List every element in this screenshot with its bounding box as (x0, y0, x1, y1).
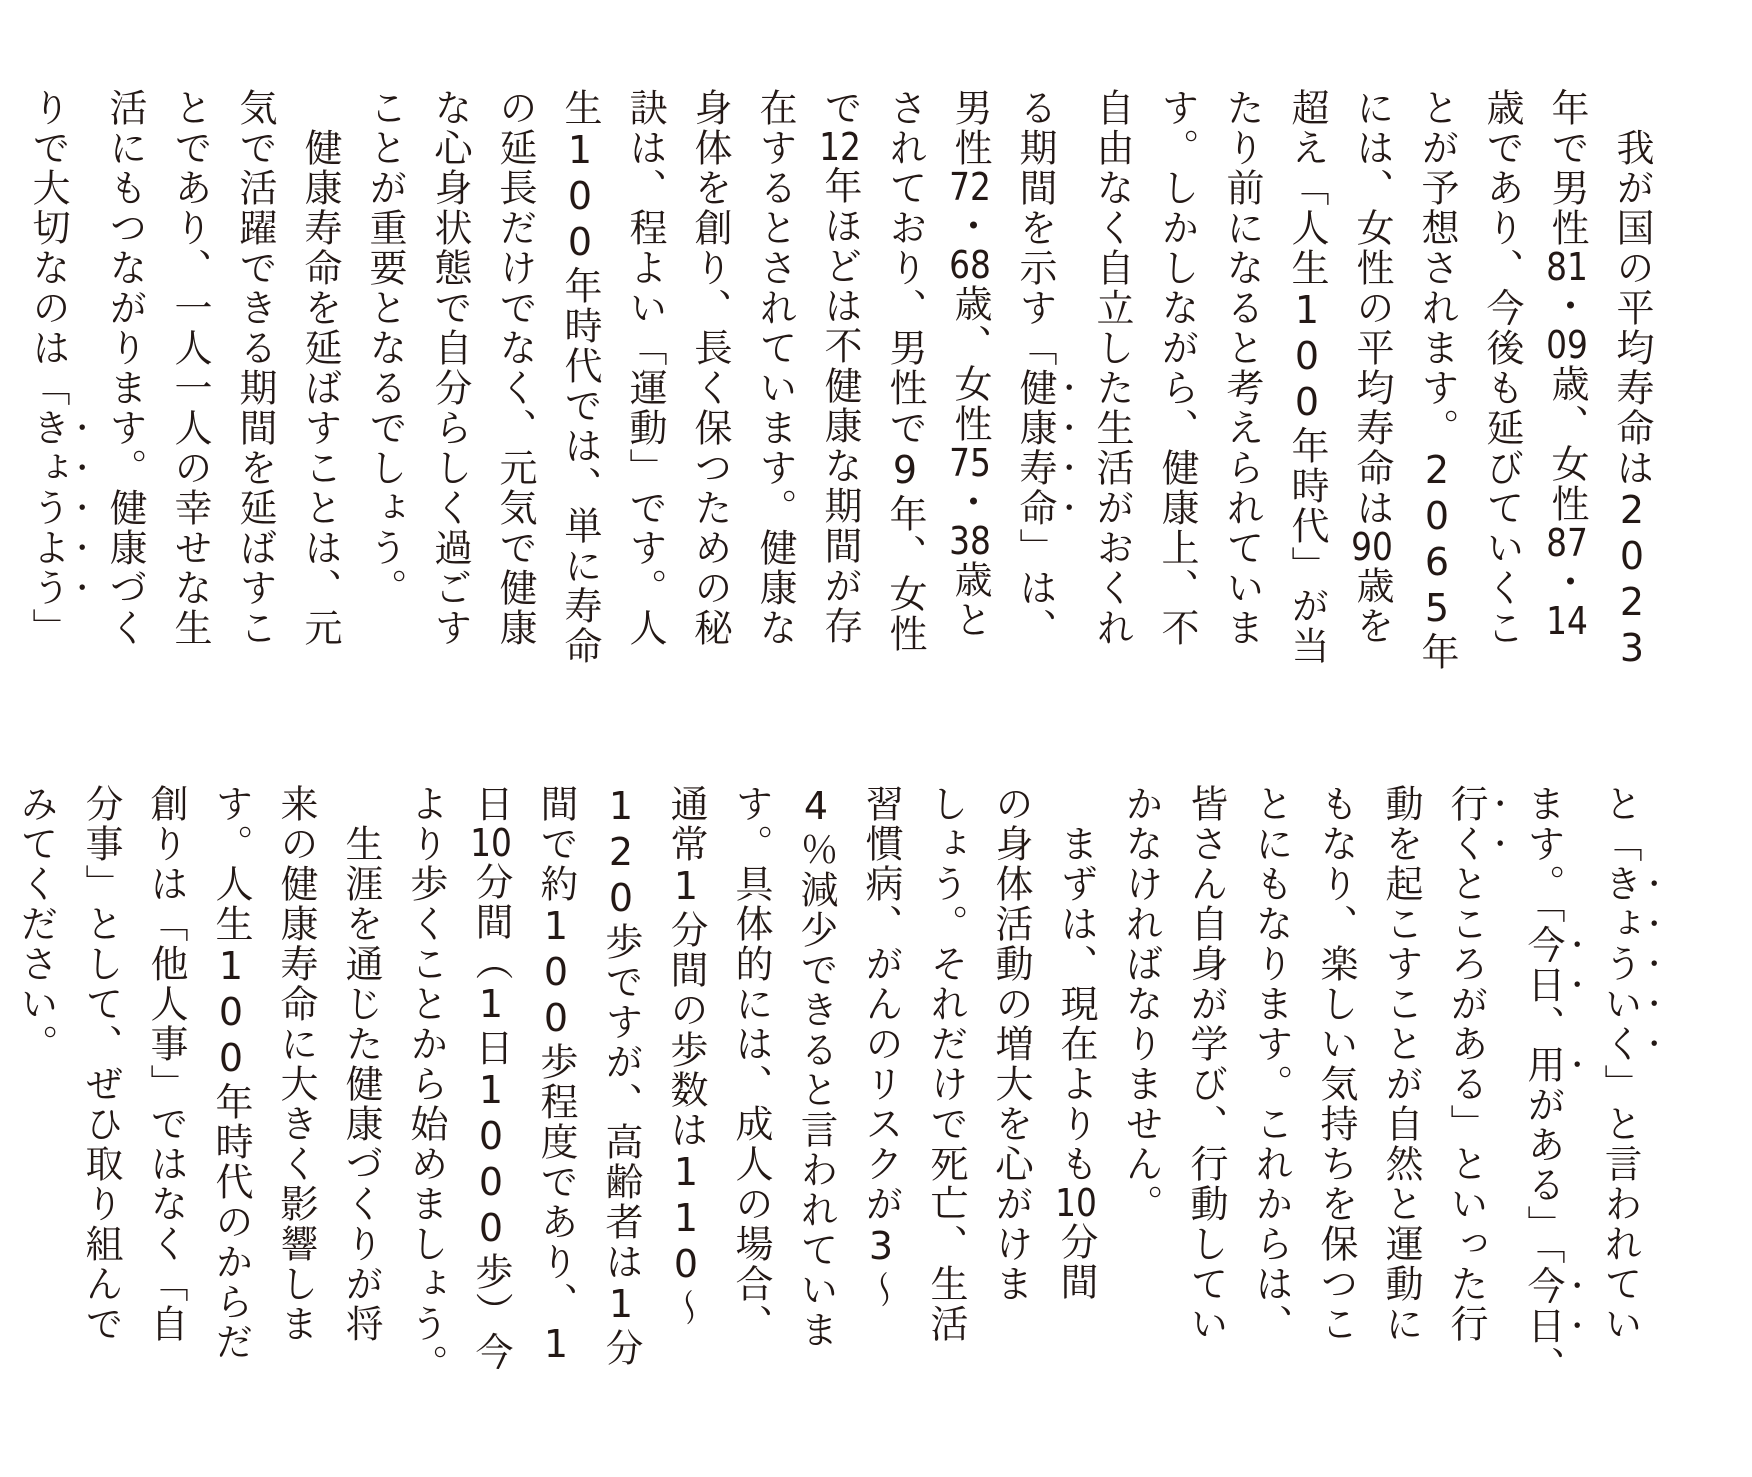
text-run: 分間 (1054, 1222, 1098, 1302)
text-run: 来の健康寿命に大きく影響しま (274, 784, 318, 1344)
text-run: とであり、一人一人の幸せな生 (168, 88, 212, 648)
text-run: 歳、女性 (1545, 364, 1589, 524)
text-column (623, 88, 667, 648)
text-run: がある」「 (1521, 1085, 1565, 1266)
text-run: かなければなりません。 (1119, 784, 1163, 1224)
text-run: 分事」として、ぜひ取り組んで (79, 784, 123, 1344)
text-run: で (818, 88, 862, 128)
text-run: 自由なく自立した生活がおくれ (1090, 88, 1134, 648)
text-column (753, 88, 797, 648)
text-run: 歩）今 (469, 1252, 513, 1372)
text-run: 日 (469, 784, 513, 824)
text-run: ・ (1545, 286, 1589, 326)
upright-number: 9 (883, 448, 927, 494)
text-run: ます。「 (1521, 784, 1565, 925)
text-column (1119, 784, 1163, 1224)
text-run: とが予想されます。 (1415, 88, 1459, 448)
text-column (688, 88, 732, 648)
text-run: 分間の歩数は (664, 910, 708, 1150)
text-run: ことが重要となるでしょう。 (363, 88, 407, 608)
upright-number: 1 (599, 1282, 643, 1328)
text-run: す。具体的には、成人の場合、 (729, 784, 773, 1344)
text-column (1249, 784, 1293, 1344)
text-run: りで大切なのは「 (26, 88, 70, 408)
text-run: より歩くことから始めましょう。 (404, 784, 448, 1384)
text-column (469, 784, 513, 1372)
text-run: ・ (948, 206, 992, 246)
text-run: 皆さん自身が学び、行動してい (1184, 784, 1228, 1344)
text-column (363, 88, 407, 608)
text-column (1521, 784, 1565, 1386)
text-column (1415, 88, 1459, 672)
text-column (924, 784, 968, 1344)
text-column (209, 784, 253, 1362)
upright-number: 3 (859, 1224, 903, 1270)
text-run: 間で約 (534, 784, 578, 904)
text-run: 活にもつながります。健康づく (103, 88, 147, 648)
text-run: 創りは「他人事」ではなく「自 (144, 784, 188, 1344)
text-column (989, 784, 1033, 1304)
text-run: 年 (1415, 632, 1459, 672)
emphasized-text: 今日 (1521, 925, 1565, 1005)
text-run: 訣は、程よい「運動」です。人 (623, 88, 667, 648)
tatechuyoko-number: 10 (470, 824, 512, 862)
emphasized-text: きょういく (1598, 864, 1642, 1064)
text-column (144, 784, 188, 1344)
text-run: 歳を (1350, 566, 1394, 646)
text-run: 年で男性 (1545, 88, 1589, 248)
text-run: まずは、現在よりも (1054, 784, 1098, 1184)
upright-number: 110 (664, 1150, 708, 1288)
text-column (883, 88, 927, 654)
tatechuyoko-number: 81 (1546, 248, 1588, 286)
text-run: 我が国の平均寿命は (1610, 88, 1654, 488)
text-run: ところがある」といった行 (1444, 864, 1488, 1344)
text-run: 年ほどは不健康な期間が存 (818, 166, 862, 646)
text-run: 動を起こすことが自然と運動に (1379, 784, 1423, 1344)
text-run: 生 (558, 88, 602, 128)
text-run: 歩程度であり、 (534, 1042, 578, 1322)
text-run: 生涯を通じた健康づくりが将 (339, 784, 383, 1344)
text-column (1184, 784, 1228, 1344)
upright-number: 100 (558, 128, 602, 266)
text-run: 分間（ (469, 862, 513, 982)
text-column (339, 784, 383, 1344)
text-run: 歳、女性 (948, 284, 992, 444)
text-run: 〜 (664, 1288, 708, 1328)
tatechuyoko-number: 12 (819, 128, 861, 166)
text-column (79, 784, 123, 1344)
text-column (948, 88, 992, 640)
text-column (428, 88, 472, 648)
upright-number: 120 (599, 784, 643, 922)
text-column (26, 88, 70, 648)
text-run: 超え「人生 (1285, 88, 1329, 288)
tatechuyoko-number: 75 (949, 444, 991, 482)
text-run: の延長だけでなく、元気で健康 (493, 88, 537, 648)
upright-number: 100 (534, 904, 578, 1042)
text-run: 、 (1521, 1346, 1565, 1386)
upright-number: 4 (794, 784, 838, 830)
text-column (493, 88, 537, 648)
text-column (1610, 88, 1654, 672)
text-run: 日 (469, 1028, 513, 1068)
text-column (1545, 88, 1589, 640)
emphasized-text: きょうよう (26, 408, 70, 608)
text-run: ・ (1545, 562, 1589, 602)
text-run: には、女性の平均寿命は (1350, 88, 1394, 528)
text-run: 習慣病、がんのリスクが (859, 784, 903, 1224)
tatechuyoko-number: 68 (949, 246, 991, 284)
text-run: ％減少できると言われていま (794, 830, 838, 1350)
upright-number: 1000 (469, 1068, 513, 1252)
emphasized-text: 行く (1444, 784, 1488, 864)
text-column (404, 784, 448, 1384)
upright-number: 1 (469, 982, 513, 1028)
emphasized-text: 今日 (1521, 1266, 1565, 1346)
upright-number: 100 (1285, 288, 1329, 426)
text-column (1480, 88, 1524, 648)
vertical-text-block-bottom (3, 784, 1664, 1449)
text-column (1054, 784, 1098, 1302)
tatechuyoko-number: 72 (949, 168, 991, 206)
text-run: 」と言われてい (1598, 1064, 1642, 1344)
tatechuyoko-number: 87 (1546, 524, 1588, 562)
upright-number: 1 (664, 864, 708, 910)
text-column (1350, 88, 1394, 646)
text-column (274, 784, 318, 1344)
text-column (1379, 784, 1423, 1344)
text-column (729, 784, 773, 1344)
text-run: 年、女性 (883, 494, 927, 654)
text-run: 分 (599, 1328, 643, 1368)
text-column (168, 88, 212, 648)
text-run: たり前になると考えられていま (1220, 88, 1264, 648)
emphasized-text: 健康寿命 (1013, 368, 1057, 528)
text-column (859, 784, 903, 1310)
tatechuyoko-number: 90 (1351, 528, 1393, 566)
text-column (103, 88, 147, 648)
text-column (599, 784, 643, 1368)
text-run: 歳と (948, 560, 992, 640)
text-column (534, 784, 578, 1368)
text-run: とにもなります。これからは、 (1249, 784, 1293, 1344)
text-run: 年時代のからだ (209, 1082, 253, 1362)
text-run: 年時代」が当 (1285, 426, 1329, 666)
text-run: と「 (1598, 784, 1642, 864)
text-run: もなり、楽しい気持ちを保つこ (1314, 784, 1358, 1344)
text-column (558, 88, 602, 666)
text-run: みてください。 (14, 784, 58, 1064)
text-column (1090, 88, 1134, 648)
tatechuyoko-number: 10 (1055, 1184, 1097, 1222)
text-column (233, 88, 277, 648)
text-run: しょう。それだけで死亡、生活 (924, 784, 968, 1344)
text-column (818, 88, 862, 646)
text-column (1444, 784, 1488, 1344)
text-run: 男性 (948, 88, 992, 168)
tatechuyoko-number: 14 (1546, 602, 1588, 640)
text-run: 歩ですが、高齢者は (599, 922, 643, 1282)
text-column (298, 88, 342, 648)
tatechuyoko-number: 09 (1546, 326, 1588, 364)
text-run: る期間を示す「 (1013, 88, 1057, 368)
text-run: 」 (26, 608, 70, 648)
text-column (1155, 88, 1199, 648)
text-run: 〜 (859, 1270, 903, 1310)
text-run: な心身状態で自分らしく過ごす (428, 88, 472, 648)
tatechuyoko-number: 38 (949, 522, 991, 560)
text-column (1013, 88, 1057, 648)
text-run: 年時代では、単に寿命 (558, 266, 602, 666)
text-column (794, 784, 838, 1350)
text-column (14, 784, 58, 1064)
upright-number: 100 (209, 944, 253, 1082)
upright-number: 1 (534, 1322, 578, 1368)
text-column (1220, 88, 1264, 648)
upright-number: 2023 (1610, 488, 1654, 672)
text-run: 」は、 (1013, 528, 1057, 648)
text-run: 歳であり、今後も延びていくこ (1480, 88, 1524, 648)
text-column (1314, 784, 1358, 1344)
text-run: 気で活躍できる期間を延ばすこ (233, 88, 277, 648)
upright-number: 2065 (1415, 448, 1459, 632)
emphasized-text: 用 (1521, 1045, 1565, 1085)
text-run: 通常 (664, 784, 708, 864)
text-run: 、 (1521, 1005, 1565, 1045)
text-run: されており、男性で (883, 88, 927, 448)
text-column (664, 784, 708, 1328)
text-column (1598, 784, 1642, 1344)
text-run: ・ (948, 482, 992, 522)
text-column (1285, 88, 1329, 666)
text-run: 健康寿命を延ばすことは、元 (298, 88, 342, 648)
text-run: す。人生 (209, 784, 253, 944)
text-run: の身体活動の増大を心がけま (989, 784, 1033, 1304)
text-run: す。しかしながら、健康上、不 (1155, 88, 1199, 648)
text-run: 身体を創り、長く保つための秘 (688, 88, 732, 648)
vertical-text-block-top (15, 88, 1664, 713)
text-run: 在するとされています。健康な (753, 88, 797, 648)
